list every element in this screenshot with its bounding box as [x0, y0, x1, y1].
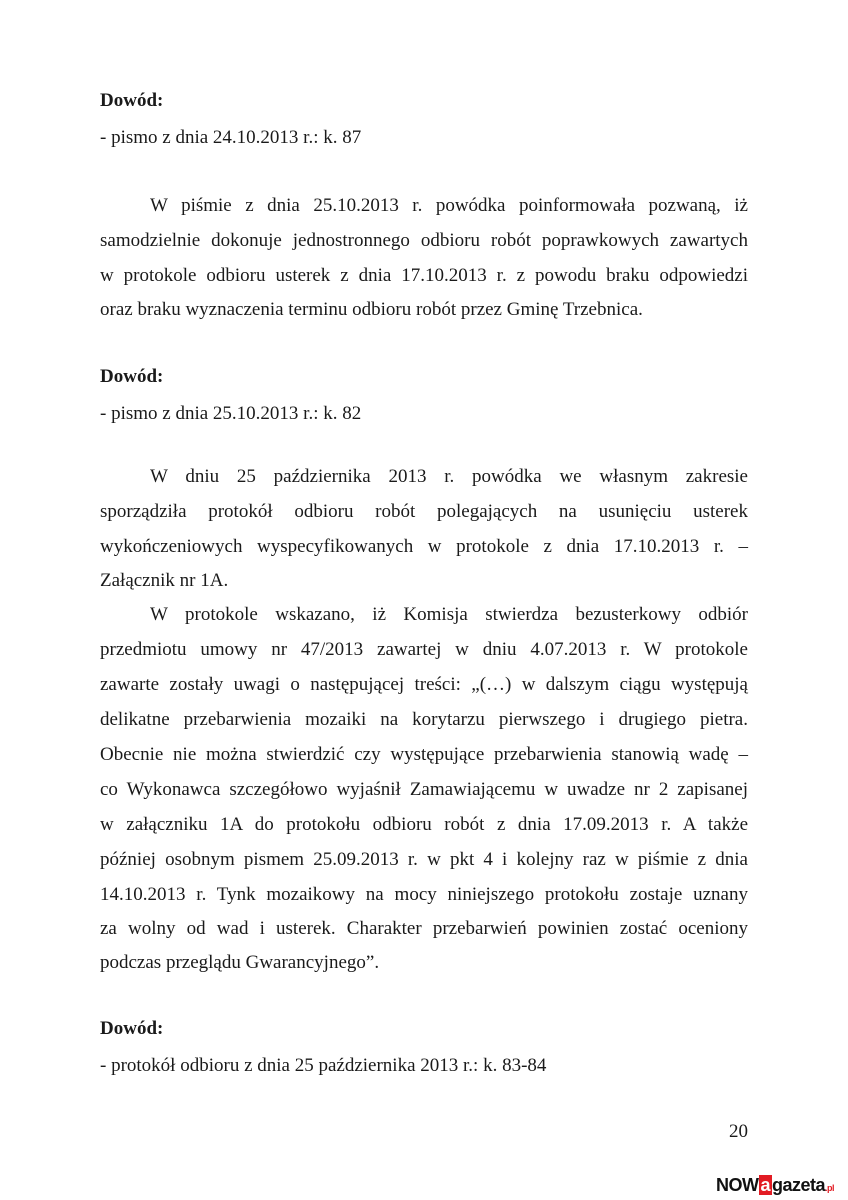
paragraph-1-line-1: W piśmie z dnia 25.10.2013 r. powódka poinformowała pozwaną, iż	[150, 195, 748, 216]
paragraph-3-line-1: W protokole wskazano, iż Komisja stwierdza bezusterkowy odbiór	[150, 604, 748, 625]
paragraph-2-line-4: Załącznik nr 1A.	[100, 570, 229, 591]
evidence-heading-2: Dowód:	[100, 366, 164, 387]
paragraph-3-line-9: 14.10.2013 r. Tynk mozaikowy na mocy niniejszego protokołu zostaje uznany	[100, 884, 748, 905]
watermark-text-tld: .pl	[825, 1183, 835, 1193]
paragraph-2-line-3: wykończeniowych wyspecyfikowanych w protokole z dnia 17.10.2013 r. –	[100, 536, 748, 557]
evidence-heading-1: Dowód:	[100, 90, 164, 111]
paragraph-3-line-3: zawarte zostały uwagi o następującej treści: „(…) w dalszym ciągu występują	[100, 674, 748, 695]
evidence-reference-3: - protokół odbioru z dnia 25 października 2013 r.: k. 83-84	[100, 1055, 547, 1076]
evidence-heading-3: Dowód:	[100, 1018, 164, 1039]
watermark-text-gazeta: gazeta	[772, 1175, 826, 1195]
paragraph-3-line-2: przedmiotu umowy nr 47/2013 zawartej w dniu 4.07.2013 r. W protokole	[100, 639, 748, 660]
paragraph-3-line-4: delikatne przebarwienia mozaiki na korytarzu pierwszego i drugiego pietra.	[100, 709, 748, 730]
paragraph-2-line-2: sporządziła protokół odbioru robót polegających na usunięciu usterek	[100, 501, 748, 522]
page-number: 20	[729, 1121, 748, 1142]
paragraph-2-line-1: W dniu 25 października 2013 r. powódka we własnym zakresie	[150, 466, 748, 487]
paragraph-1-line-2: samodzielnie dokonuje jednostronnego odbioru robót poprawkowych zawartych	[100, 230, 748, 251]
paragraph-1-line-4: oraz braku wyznaczenia terminu odbioru robót przez Gminę Trzebnica.	[100, 299, 643, 320]
paragraph-3-line-6: co Wykonawca szczegółowo wyjaśnił Zamawiającemu w uwadze nr 2 zapisanej	[100, 779, 748, 800]
paragraph-3-line-11: podczas przeglądu Gwarancyjnego”.	[100, 952, 380, 973]
paragraph-3-line-8: później osobnym pismem 25.09.2013 r. w pkt 4 i kolejny raz w piśmie z dnia	[100, 849, 748, 870]
paragraph-1-line-3: w protokole odbioru usterek z dnia 17.10.2013 r. z powodu braku odpowiedzi	[100, 265, 748, 286]
paragraph-3-line-5: Obecnie nie można stwierdzić czy występujące przebarwienia stanowią wadę –	[100, 744, 748, 765]
evidence-reference-1: - pismo z dnia 24.10.2013 r.: k. 87	[100, 127, 362, 148]
watermark-text-a: a	[760, 1175, 771, 1195]
evidence-reference-2: - pismo z dnia 25.10.2013 r.: k. 82	[100, 403, 362, 424]
paragraph-3-line-7: w załączniku 1A do protokołu odbioru robót z dnia 17.09.2013 r. A także	[100, 814, 748, 835]
watermark-text-now: NOW	[716, 1175, 759, 1195]
site-watermark-logo	[716, 1174, 834, 1196]
paragraph-3-line-10: za wolny od wad i usterek. Charakter przebarwień powinien zostać oceniony	[100, 918, 748, 939]
